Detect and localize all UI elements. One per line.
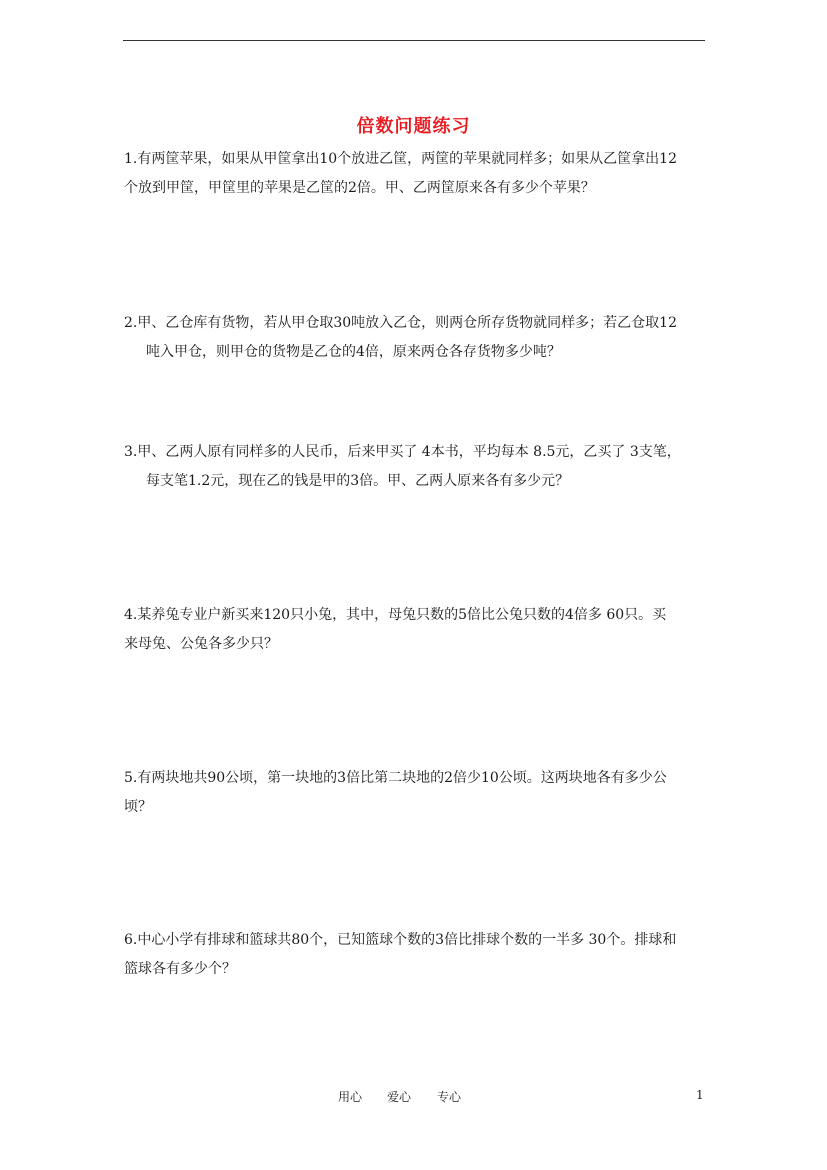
question-line: 顷？ [124, 799, 152, 815]
page-number: 1 [696, 1088, 704, 1102]
page-title: 倍数问题练习 [356, 116, 471, 137]
question-2 [124, 309, 709, 367]
question-line: 吨入甲仓，则甲仓的货物是乙仓的4倍，原来两仓各存货物多少吨？ [146, 344, 561, 360]
question-5 [124, 764, 709, 822]
footer-motto-3: 专心 [437, 1090, 462, 1104]
question-3 [124, 438, 709, 496]
header-rule [123, 40, 705, 41]
question-line: 1.有两筐苹果，如果从甲筐拿出10个放进乙筐，两筐的苹果就同样多；如果从乙筐拿出12 [124, 151, 677, 167]
question-line: 2.甲、乙仓库有货物，若从甲仓取30吨放入乙仓，则两仓所存货物就同样多；若乙仓取12 [124, 315, 677, 331]
question-1 [124, 145, 709, 203]
question-line: 篮球各有多少个？ [124, 961, 236, 977]
question-line: 个放到甲筐，甲筐里的苹果是乙筐的2倍。甲、乙两筐原来各有多少个苹果？ [124, 180, 595, 196]
footer-motto-1: 用心 [338, 1090, 363, 1104]
question-line: 来母兔、公兔各多少只？ [124, 636, 278, 652]
question-line: 每支笔1.2元，现在乙的钱是甲的3倍。甲、乙两人原来各有多少元？ [146, 473, 570, 489]
question-4 [124, 601, 709, 659]
question-line: 6.中心小学有排球和篮球共80个，已知篮球个数的3倍比排球个数的一半多 30个。排球和 [124, 932, 677, 948]
question-line: 4.某养兔专业户新买来120只小兔，其中，母兔只数的5倍比公兔只数的4倍多 60只。买 [124, 607, 667, 623]
question-6 [124, 926, 709, 984]
question-line: 5.有两块地共90公顷，第一块地的3倍比第二块地的2倍少10公顷。这两块地各有多少公 [124, 770, 667, 786]
question-line: 3.甲、乙两人原有同样多的人民币，后来甲买了 4本书，平均每本 8.5元，乙买了 3支笔， [124, 444, 681, 460]
footer-motto-2: 爱心 [387, 1090, 412, 1104]
